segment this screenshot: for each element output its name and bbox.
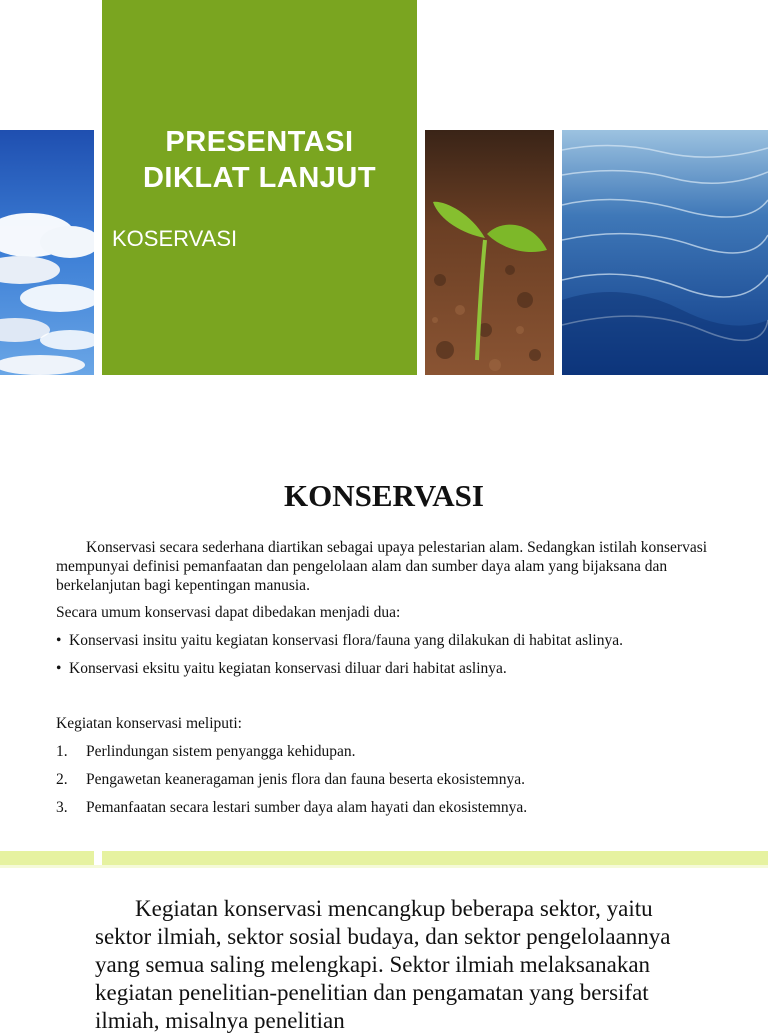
sectors-slide: [95, 895, 675, 1035]
slide-divider: [102, 851, 768, 865]
list-item: • Konservasi eksitu yaitu kegiatan konservasi diluar dari habitat aslinya.: [56, 660, 507, 677]
slide-heading: KONSERVASI: [284, 478, 484, 513]
list-item: 3. Pemanfaatan secara lestari sumber daya alam hayati dan ekosistemnya.: [56, 799, 528, 816]
slide-divider: [0, 851, 94, 865]
definition-slide: [0, 465, 768, 825]
slide-divider-stripe: [0, 865, 768, 868]
water-photo: [562, 130, 768, 375]
sky-photo: [0, 130, 94, 375]
bullet-icon: •: [56, 632, 62, 649]
bullet-icon: •: [56, 660, 62, 677]
title-slide: [0, 0, 768, 385]
seedling-photo: [425, 130, 554, 375]
activities-intro: Kegiatan konservasi meliputi:: [56, 715, 242, 732]
list-item: 1. Perlindungan sistem penyangga kehidupan.: [56, 743, 356, 760]
types-intro: Secara umum konservasi dapat dibedakan menjadi dua:: [56, 604, 401, 621]
slide-title: PRESENTASI DIKLAT LANJUT: [142, 126, 377, 194]
intro-paragraph: Konservasi secara sederhana diartikan sebagai upaya pelestarian alam. Sedangkan istilah konservasi mempunyai definisi pemanfaatan dan pengelolaan alam dan sumber daya alam yang bijaksana dan berkelanjutan bagi kepentingan manusia.: [56, 539, 708, 594]
slide-subtitle: KOSERVASI: [112, 226, 238, 251]
list-item: • Konservasi insitu yaitu kegiatan konservasi flora/fauna yang dilakukan di habitat aslinya.: [56, 632, 623, 649]
list-item: 2. Pengawetan keaneragaman jenis flora dan fauna beserta ekosistemnya.: [56, 771, 525, 788]
sectors-paragraph: Kegiatan konservasi mencangkup beberapa sektor, yaitu sektor ilmiah, sektor sosial budaya, dan sektor pengelolaannya yang semua saling melengkapi. Sektor ilmiah melaksanakan kegiatan penelitian-penelitian dan pengamatan yang bersifat ilmiah, misalnya penelitian: [95, 896, 671, 1033]
title-panel: [102, 0, 417, 375]
